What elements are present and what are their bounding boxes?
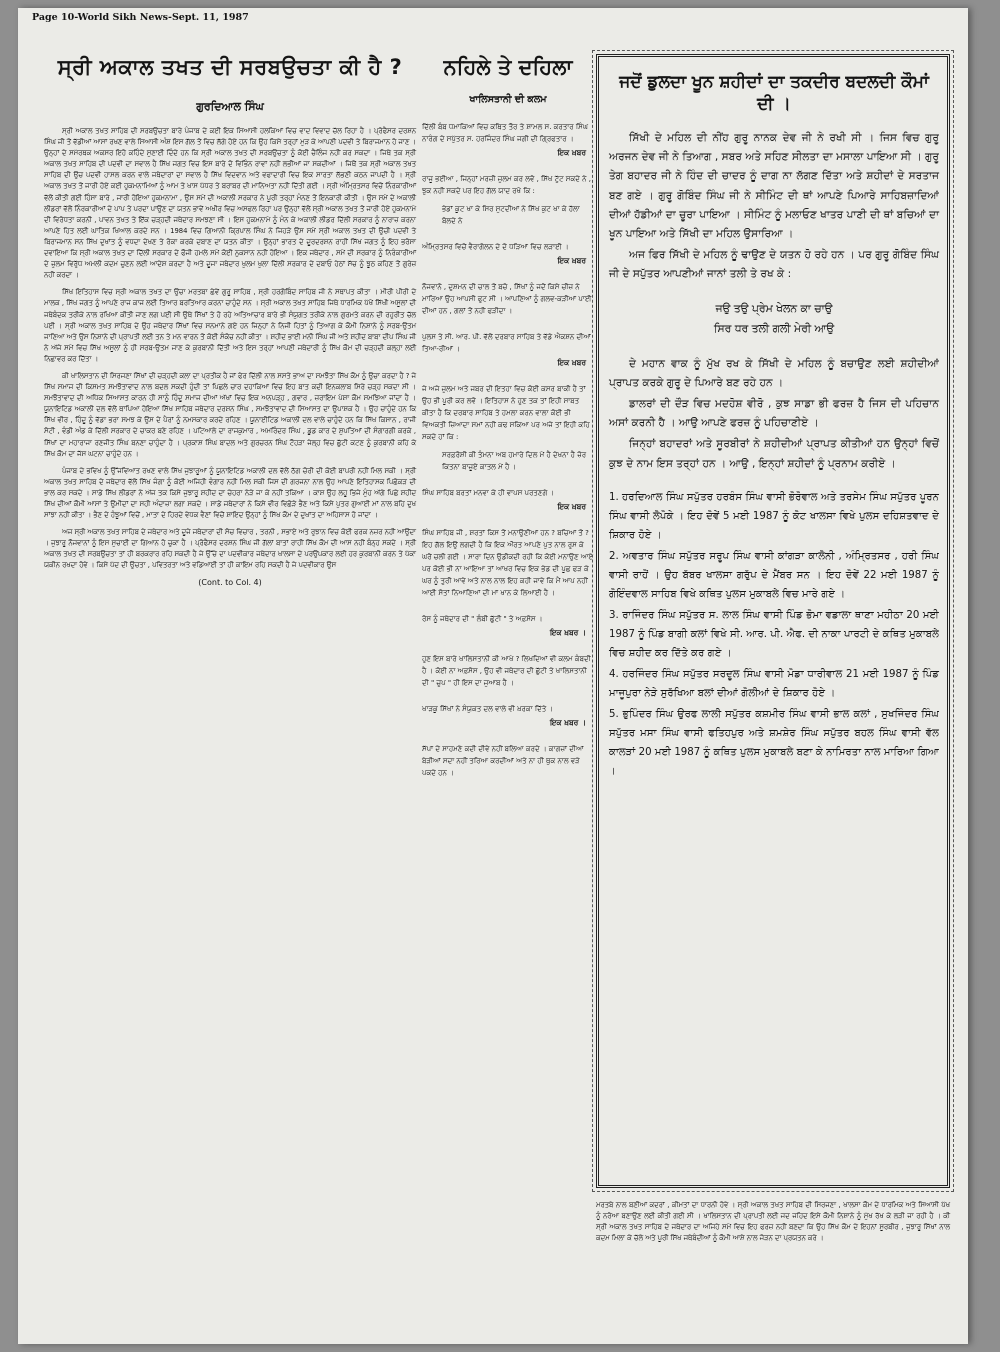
list-item: 3. ਰਾਜਿੰਦਰ ਸਿੰਘ ਸਪੁੱਤਰ ਸ. ਲਾਲ ਸਿੰਘ ਵਾਸੀ ਪਿੰਡ ਭੋਮਾ ਵਡਾਲਾ ਥਾਣਾ ਮਹੀਠਾ 20 ਮਈ 1987 ਨੂੰ ਪਿੰਡ ਬਾਗੀ ਕਲਾਂ ਵਿਖੇ ਸੀ. ਆਰ. ਪੀ. ਐਫ. ਦੀ ਨਾਕਾ ਪਾਰਟੀ ਦੇ ਕਥਿਤ ਮੁਕਾਬਲੇ ਵਿਚ ਸ਼ਹੀਦ ਕਰ ਦਿੱਤੇ ਕਰ ਗਏ । xyxy=(609,609,939,659)
column-item xyxy=(422,703,594,729)
item-text: ਅੰਮ੍ਰਿਤਸਰ ਵਿਚੋਂ ਵੈਰਾਗੋਲਨ ਦੇ ਦੋ ਧੜਿਆਂ ਵਿਚ ਲੜਾਈ । xyxy=(422,243,569,251)
paragraph: ਅਜ ਫਿਰ ਸਿੱਖੀ ਦੇ ਮਹਿਲ ਨੂੰ ਢਾਉਣ ਦੇ ਯਤਨ ਹੋ ਰਹੇ ਹਨ । ਪਰ ਗੁਰੂ ਗੋਬਿੰਦ ਸਿੰਘ ਜੀ ਦੇ ਸਪੁੱਤਰ ਆਪਣੀਆਂ ਜਾਨਾਂ ਤਲੀ ਤੇ ਰਖ ਕੇ : xyxy=(609,249,939,281)
column-item xyxy=(422,383,594,473)
item-source: ਇਕ ਖ਼ਬਰ xyxy=(557,148,586,157)
paragraph: ਅਜ ਸ੍ਰੀ ਅਕਾਲ ਤਖਤ ਸਾਹਿਬ ਦੇ ਜਥੇਦਾਰ ਅਤੇ ਦੂਜੇ ਜਥੇਦਾਰਾਂ ਦੀ ਸੋਚ ਵਿਚਾਰ , ਤਰਨੀ , ਸਭਾਏ ਅਤੇ ਰੁਝਾਨ ਵਿਚ ਕੋਈ ਫਰਕ ਨਜ਼ਰ ਨਹੀਂ ਆਉਂਦਾ । ਜੁਝਾਰੂ ਨੌਜਵਾਨਾਂ ਨੂੰ ਇਸ ਸੁਚਾਈ ਦਾ ਗਿਆਨ ਹੋ ਚੁਕਾ ਹੈ । ਪ੍ਰੋਫੈਸਰ ਦਰਸ਼ਨ ਸਿੰਘ ਜੀ ਗੱਲਾਂ ਬਾਤਾਂ ਰਾਹੀਂ ਸਿੱਖ ਕੌਮ ਦੀ ਆਸ ਨਹੀਂ ਬੰਨ੍ਹ ਸਕਦੇ । ਸ੍ਰੀ ਅਕਾਲ ਤਖਤ ਦੀ ਸਰਬਉਚਤਾ ਤਾਂ ਹੀ ਬਰਕਰਾਰ ਰਹਿ ਸਕਦੀ ਹੈ ਜੇ ਉੱਚੇ ਦਾ ਪਦਵੀਕਾਰ ਜਥੇਦਾਰ ਖਾਲਸਾ ਦੇ ਪਰਉਪਕਾਰ ਲਈ ਹਰ ਕੁਰਬਾਨੀ ਕਰਨ ਤੇ ਪੱਕਾ ਯਕੀਨ ਰਖਦਾ ਹੋਵੇ । ਕਿਸੇ ਪੱਦ ਦੀ ਉਚਤਾ , ਪਵਿਤਰਤਾ ਅਤੇ ਵਡਿਆਈ ਤਾਂ ਹੀ ਕਾਇਮ ਰਹਿ ਸਕਦੀ ਹੈ ਜੇ ਪਦਵੀਕਾਰ ਉਸ xyxy=(44,528,416,570)
article-nehle-te-dehla xyxy=(422,52,594,793)
martyr-list xyxy=(609,488,939,781)
column-item xyxy=(422,743,594,779)
column-item xyxy=(422,527,594,599)
paragraph: ਡਾਲਰਾਂ ਦੀ ਦੌੜ ਵਿਚ ਮਦਹੋਸ਼ ਵੀਰੋ , ਕੁਝ ਸਾਡਾ ਭੀ ਫਰਜ਼ ਹੈ ਜਿਸ ਦੀ ਪਹਿਚਾਨ ਅਸਾਂ ਕਰਨੀ ਹੈ । ਆਉ ਆਪਣੇ ਫਰਜ਼ ਨੂੰ ਪਹਿਚਾਣੀਏ । xyxy=(609,398,939,430)
article-shaheed xyxy=(596,54,950,1244)
paragraph: ਪੰਜਾਬ ਦੇ ਭਵਿਖ ਨੂੰ ਉੱਜਵਿਆਤ ਰਖਣ ਵਾਲੇ ਸਿੱਖ ਜੁਝਾਰੂਆਂ ਨੂੰ ਯੂਨਾਇਟਿਡ ਅਕਾਲੀ ਦਲ ਵੱਲੋਂ ਠੱਗ ਚੋਰੀ ਦੀ ਕੋਈ ਬਾਪਰੀ ਨਹੀਂ ਮਿਲ ਸਕੀ । ਸ੍ਰੀ ਅਕਾਲ ਤਖਤ ਸਾਹਿਬ ਦੇ ਜਥੇਦਾਰ ਵੱਲੋਂ ਸਿੱਖ ਜੰਗਾ ਨੂੰ ਕੋਈ ਅਜਿਹੀ ਵੰਗਾਰ ਨਹੀਂ ਮਿਲ ਸਕੀ ਜਿਸ ਦੀ ਗਰਜਨਾ ਨਾਲ ਉਹ ਆਪਣੇ ਇਤਿਹਾਸਕ ਪਿਛੋਕੜ ਦੀ ਭਾਲ ਕਰ ਸਕਦੇ । ਸਾਡੇ ਸਿੱਖ ਲੀਡਰਾਂ ਨੇ ਅੱਜ ਤਕ ਕਿਸੇ ਜੁਝਾਰੂ ਸ਼ਹੀਦ ਦਾ ਚੇਹਰਾ ਨੇੜੇ ਜਾ ਕੇ ਨਹੀਂ ਤਕਿਆ । ਕਾਸ਼ ਉਹ ਲਹੂ ਭਿਜੇ ਮੁੰਹ ਅੱਗੇ ਪਿਛੇ ਸ਼ਹੀਦ ਸਿੱਖ ਦੀਆਂ ਕੌਮੀ ਆਸਾਂ ਤੇ ਉਮੀਦਾਂ ਦਾ ਸਹੀ ਅੰਦਾਜ਼ਾ ਲਗਾ ਸਕਦੇ । ਸਾਡੇ ਜਥੇਦਾਰਾਂ ਨੇ ਕਿਸੇ ਵੀਰ ਵਿਛੋੜੇ ਭੈਣ ਅਤੇ ਕਿਸੇ ਪੁਤਰ ਗੁਆਈ ਮਾਂ ਨਾਲ ਬਹਿ ਦੁਖ ਸਾਂਝਾ ਨਹੀਂ ਕੀਤਾ । ਭੈਣ ਦੇ ਹੰਝੂਆਂ ਵਿਚੋਂ , ਮਾਤਾ ਦੇ ਹਿਰਦੇ ਵੇਧਕ ਵੈਣਾਂ ਵਿਚੋਂ ਸ਼ਾਇਦ ਉਨ੍ਹਾਂ ਨੂੰ ਸਿੱਖ ਕੌਮ ਦੇ ਦੁਖਾਂਤ ਦਾ ਅਹਿਸਾਸ ਹੋ ਜਾਂਦਾ । xyxy=(44,466,416,520)
item-text: ਸਿੰਘ ਸਾਹਿਬ ਜੀ , ਸ਼ਰਤਾਂ ਕਿਸ ਤੋਂ ਮਨਾਉਣੀਆਂ ਹਨ ? ਬਚਿਆਂ ਤੋਂ ? ਇਹ ਗੱਲ ਇਉਂ ਲਗਦੀ ਹੈ ਕਿ ਇਕ ਔਰਤ ਆਪਣੇ ਪੁਤ ਨਾਲ ਰੁਸ ਕੇ ਘਰੋਂ ਚਲੀ ਗਈ । ਸਾਰਾ ਦਿਨ ਉਡੀਕਦੀ ਰਹੀ ਕਿ ਕੋਈ ਮਨਾਉਣ ਆਏ ਪਰ ਕੋਈ ਭੀ ਨਾ ਆਇਆ ਤਾਂ ਆਖਰ ਵਿਚ ਇਕ ਭੇਡ ਦੀ ਪੂਛ ਫੜ ਕੇ ਘਰ ਨੂੰ ਤੁਰੀ ਆਵੇ ਅਤੇ ਨਾਲ ਨਾਲ ਇਹ ਕਹੀ ਜਾਵੇ ਕਿ ਮੈਂ ਆਪ ਨਹੀਂ ਆਈ ਸੋਤਾਂ ਨਿਆਣਿਆਂ ਦੀ ਮਾਂ ਖਾਨ ਕੇ ਲਿਆਈ ਹੈ । xyxy=(422,529,594,597)
item-source: ਇਕ ਖ਼ਬਰ । xyxy=(549,718,586,727)
paragraph: ਸ੍ਰੀ ਅਕਾਲ ਤਖਤ ਸਾਹਿਬ ਦੀ ਸਰਬਉਚਤਾ ਬਾਰੇ ਪੰਜਾਬ ਦੇ ਕਈ ਇਕ ਸਿਆਸੀ ਹਲਕਿਆਂ ਵਿਚ ਵਾਦ ਵਿਵਾਦ ਚੱਲ ਰਿਹਾ ਹੈ । ਪ੍ਰੋਫੈਸਰ ਦਰਸ਼ਨ ਸਿੰਘ ਜੀ ਤੋਂ ਵੱਡੀਆਂ ਆਸਾਂ ਰਖਣ ਵਾਲੇ ਸਿਆਸੀ ਅੰਸ਼ ਇਸ ਗੱਲ ਤੋਂ ਵਿਚ ਲੱਗੇ ਹੋਏ ਹਨ ਕਿ ਉਹ ਕਿਸੇ ਤਰ੍ਹਾਂ ਮੁੜ ਕੇ ਆਪਣੀ ਪਦਵੀ ਤੇ ਬਿਰਾਜਮਾਨ ਹੋ ਜਾਣ । ਉਨ੍ਹਾਂ ਦੇ ਸਮੱਰਥਕ ਅਕਸਰ ਇਹੋ ਕਹਿੰਦੇ ਸੁਣਾਈ ਦਿੰਦੇ ਹਨ ਕਿ ਸ੍ਰੀ ਅਕਾਲ ਤਖਤ ਦੀ ਸਰਬਉਚਤਾ ਨੂੰ ਕੋਈ ਚੈਲਿੰਜ ਨਹੀਂ ਕਰ ਸਕਦਾ । ਜਿਥੇ ਤਕ ਸ੍ਰੀ ਅਕਾਲ ਤਖਤ ਸਾਹਿਬ ਦੀ ਪਦਵੀ ਦਾ ਸਵਾਲ ਹੈ ਸਿੱਖ ਜਗਤ ਵਿਚ ਇਸ ਬਾਰੇ ਦੋ ਵਿਭਿੰਨ ਰਾਵਾਂ ਨਹੀਂ ਲਭੀਆਂ ਜਾ ਸਕਦੀਆਂ । ਜਿਥੋਂ ਤਕ ਸ੍ਰੀ ਅਕਾਲ ਤਖਤ ਸਾਹਿਬ ਦੀ ਉਚ ਪਦਵੀ ਹਾਸਲ ਕਰਨ ਵਾਲੇ ਜਥੇਦਾਰਾਂ ਦਾ ਸਵਾਲ ਹੈ ਸਿੱਖ ਵਿਦਵਾਨ ਅਤੇ ਵਫਾਦਾਰੀ ਵਿਚ ਇਕ ਸਾਰਤਾ ਲੱਭਣੀ ਕਠਨ ਜਾਪਦੀ ਹੈ । ਸ੍ਰੀ ਅਕਾਲ ਤਖਤ ਤੋਂ ਜਾਰੀ ਹੋਏ ਕਈ ਹੁਕਮਨਾਮਿਆਂ ਨੂੰ ਆਮ ਤੇ ਖਾਸ ਪੱਧਰ ਤੇ ਬਰਾਬਰ ਦੀ ਮਾਨਿਅਤਾ ਨਹੀਂ ਦਿੱਤੀ ਗਈ । ਸ੍ਰੀ ਅੰਮ੍ਰਿਤਸਰ ਵਿਚੋਂ ਨਿੰਰਕਾਰੀਆਂ ਵੱਲੋਂ ਕੀਤੀ ਗਈ ਹਿੰਸਾ ਬਾਰੇ , ਜਾਰੀ ਹੋਇਆ ਹੁਕਮਨਾਮਾ , ਉਸ ਸਮੇਂ ਦੀ ਅਕਾਲੀ ਸਰਕਾਰ ਨੇ ਪੂਰੀ ਤਰ੍ਹਾਂ ਮੰਨਣ ਤੋਂ ਇਨਕਾਰੀ ਕੀਤੀ । ਉਸ ਸਮੇਂ ਦੇ ਅਕਾਲੀ ਲੀਡਰਾਂ ਵੱਲੋਂ ਨਿੰਰਕਾਰੀਆਂ ਦੇ ਪਾਪ ਤੇ ਪਰਦਾ ਪਾਉਣ ਦਾ ਯਤਨ ਭਾਵੇਂ ਅਖੀਰ ਵਿਚ ਅਸਫਲ ਰਿਹਾ ਪਰ ਉਨ੍ਹਾਂ ਵੱਲੋਂ ਸ੍ਰੀ ਅਕਾਲ ਤਖਤ ਤੋਂ ਜਾਰੀ ਹੋਏ ਹੁਕਮਨਾਮੇ ਦੀ ਵਿਰੋਧਤਾ ਕਰਨੀ , ਪਾਵਨ ਤਖਤ ਤੇ ਇੱਕ ਚੜ੍ਹਦੀ ਜਥੇਦਾਰ ਸਮਝਣਾ ਸੀ । ਇਸ ਹੁਕਮਨਾਮੇ ਨੂੰ ਮੰਨ ਕੇ ਅਕਾਲੀ ਲੀਡਰ ਦਿੱਲੀ ਸਰਕਾਰ ਨੂੰ ਨਾਰਾਜ਼ ਕਰਨਾ ਆਪਣੇ ਹਿਤ ਲਈ ਘਾਤਿਕ ਖਿਆਲ ਕਰਦੇ ਸਨ । 1984 ਵਿਚ ਗਿਆਨੀ ਕ੍ਰਿਪਾਲ ਸਿੰਘ ਨੇ ਜਿਹੜੇ ਉਸ ਸਮੇਂ ਸ੍ਰੀ ਅਕਾਲ ਤਖਤ ਦੀ ਉਚੀ ਪਦਵੀ ਤੇ ਬਿਰਾਜਮਾਨ ਸਨ ਸਿੱਖ ਦੁਖਾਂਤ ਨੂੰ ਵਧਦਾ ਦੇਖਣ ਤੇ ਰੋਕਾ ਕਰਕੇ ਦਬਾਣ ਦਾ ਯਤਨ ਕੀਤਾ । ਉਨ੍ਹਾਂ ਭਾਰਤ ਦੇ ਦੂਰਦਰਸ਼ਨ ਰਾਹੀਂ ਸਿੱਖ ਜਗਤ ਨੂੰ ਇਹ ਭਰੋਸਾ ਦਵਾਇਆ ਕਿ ਸ੍ਰੀ ਅਕਾਲ ਤਖਤ ਦਾ ਦਿੱਲੀ ਸਰਕਾਰ ਦੇ ਫੌਜੀ ਹਮਲੇ ਸਮੇਂ ਕੋਈ ਨੁਕਸਾਨ ਨਹੀਂ ਹੋਇਆ । ਇਕ ਜਥੇਦਾਰ , ਸਮੇਂ ਦੀ ਸਰਕਾਰ ਨੂੰ ਨਿਰੰਕਾਰੀਆਂ ਦੇ ਜ਼ੁਲਮ ਵਿਰੁੱਧ ਅਮਲੀ ਕਦਮ ਚੁਣਨ ਲਈ ਆਦੇਸ਼ ਕਰਦਾ ਹੈ ਅਤੇ ਦੂਜਾ ਜਥੇਦਾਰ ਖੁਲਮ ਖੁਲਾ ਦਿੱਲੀ ਸਰਕਾਰ ਦੇ ਦਬਾਓ ਹੇਠਾਂ ਸੱਚ ਨੂੰ ਝੂਠ ਕਹਿਣ ਤੋਂ ਗੁਰੇਜ਼ ਨਹੀਂ ਕਰਦਾ । xyxy=(44,127,416,280)
column-item xyxy=(422,613,594,639)
boxed-title: ਜਦੋਂ ਡੁਲਦਾ ਖੂਨ ਸ਼ਹੀਦਾਂ ਦਾ ਤਕਦੀਰ ਬਦਲਦੀ ਕੌਮਾਂ ਦੀ । xyxy=(619,72,929,114)
list-item: 1. ਹਰਦਿਆਲ ਸਿੰਘ ਸਪੁੱਤਰ ਹਰਬੰਸ ਸਿੰਘ ਵਾਸੀ ਭੋਰੋਵਾਲ ਅਤੇ ਤਰਸੇਮ ਸਿੰਘ ਸਪੁੱਤਰ ਪੂਰਨ ਸਿੰਘ ਵਾਸੀ ਲੋਪੋਕੇ । ਇਹ ਦੋਵੇਂ 5 ਮਈ 1987 ਨੂੰ ਕੋਟ ਖਾਲਸਾ ਵਿਖੇ ਪੁਲਸ ਦਹਿਸ਼ਤਵਾਦ ਦੇ ਸ਼ਿਕਾਰ ਹੋਏ । xyxy=(609,491,939,541)
item-source: ਇਕ ਖ਼ਬਰ । xyxy=(549,628,586,637)
list-item: 2. ਅਵਤਾਰ ਸਿੰਘ ਸਪੁੱਤਰ ਸਰੂਪ ਸਿੰਘ ਵਾਸੀ ਕਾਂਗੜਾ ਕਾਲੋਨੀ , ਅੰਮ੍ਰਿਤਸਰ , ਹਰੀ ਸਿੰਘ ਵਾਸੀ ਰਾਹੋਂ । ਉਹ ਬੱਬਰ ਖਾਲਸਾ ਗਰੁੱਪ ਦੇ ਮੈਂਬਰ ਸਨ । ਇਹ ਦੋਵੇਂ 22 ਮਈ 1987 ਨੂੰ ਗੋਇੰਦਵਾਲ ਸਾਹਿਬ ਵਿਖੇ ਕਥਿਤ ਪੁਲਸ ਮੁਕਾਬਲੇ ਵਿਚ ਮਾਰੇ ਗਏ । xyxy=(609,550,939,600)
newspaper-page xyxy=(18,8,968,1344)
boxed-body xyxy=(609,129,939,781)
item-text: ਜੇ ਅਜੇ ਜ਼ੁਲਮ ਅਤੇ ਜਬਰ ਦੀ ਇਤਹਾ ਵਿਚ ਕੋਈ ਕਸਰ ਬਾਕੀ ਹੈ ਤਾਂ ਉਹ ਭੀ ਪੂਰੀ ਕਰ ਲਵੋ । ਇਤਿਹਾਸ ਨੇ ਹੁਣ ਤਕ ਤਾਂ ਇਹੀ ਸਾਬਤ ਕੀਤਾ ਹੈ ਕਿ ਦਰਬਾਰ ਸਾਹਿਬ ਤੇ ਹਮਲਾ ਕਰਨ ਵਾਲਾ ਕੋਈ ਭੀ ਵਿਅਕਤੀ ਜ਼ਿਆਦਾ ਸਮਾਂ ਨਹੀਂ ਕਢ ਸਕਿਆ ਪਰ ਅਜੇ ਤਾਂ ਇਹੀ ਕਹਿ ਸਕਦੇ ਹਾਂ ਕਿ : xyxy=(422,385,590,441)
paragraph: ਸਿੱਖੀ ਦੇ ਮਹਿਲ ਦੀ ਨੀਂਹ ਗੁਰੂ ਨਾਨਕ ਦੇਵ ਜੀ ਨੇ ਰਖੀ ਸੀ । ਜਿਸ ਵਿਚ ਗੁਰੂ ਅਰਜਨ ਦੇਵ ਜੀ ਨੇ ਤਿਆਗ , ਸਬਰ ਅਤੇ ਸਹਿਣ ਸੀਲਤਾ ਦਾ ਮਸਾਲਾ ਪਾਇਆ ਸੀ । ਗੁਰੂ ਤੇਗ ਬਹਾਦਰ ਜੀ ਨੇ ਹਿੰਦ ਦੀ ਚਾਦਰ ਨੂੰ ਦਾਗ ਨਾ ਲੱਗਣ ਦਿੱਤਾ ਅਤੇ ਸ਼ਹੀਦਾਂ ਦੇ ਸਰਤਾਜ ਬਣ ਗਏ । ਗੁਰੂ ਗੋਬਿੰਦ ਸਿੰਘ ਜੀ ਨੇ ਸੀਮਿੰਟ ਦੀ ਥਾਂ ਆਪਣੇ ਪਿਆਰੇ ਸਾਹਿਬਜ਼ਾਦਿਆਂ ਦੀਆਂ ਹੱਡੀਆਂ ਦਾ ਚੂਰਾ ਪਾਇਆ । ਸੀਮਿੰਟ ਨੂੰ ਮਲਾਓਣ ਖਾਤਰ ਪਾਣੀ ਦੀ ਥਾਂ ਬਚਿਆਂ ਦਾ ਖੂਨ ਪਾਇਆ ਅਤੇ ਸਿੱਖੀ ਦਾ ਮਹਿਲ ਉਸਾਰਿਆ । xyxy=(609,132,939,241)
gurbani-couplet xyxy=(609,299,939,339)
item-source: ਇਕ ਖ਼ਬਰ xyxy=(557,502,586,511)
column-item xyxy=(422,241,594,267)
running-head: Page 10-World Sikh News-Sept. 11, 1987 xyxy=(32,12,249,23)
article-body xyxy=(44,126,416,572)
item-text: ਹੁਣ ਇਸ ਬਾਰੇ ਖਾਲਿਸਤਾਨੀ ਕੀ ਆਖੇ ? ਲਿਖਦਿਆਂ ਵੀ ਕਲਮ ਕੰਬਦੀ ਹੈ । ਕੋਈ ਨਾ ਅਫ਼ਸੋਸ , ਉਹ ਵੀ ਜਥੇਦਾਰ ਦੀ ਛੁੱਟੀ ਤੇ ਖਾਲਿਸਤਾਨੀ ਦੀ " ਚੁਪ " ਹੀ ਇਸ ਦਾ ਜੁਆਬ ਹੈ । xyxy=(422,655,591,687)
item-text: ਖਾੜਕੂ ਸਿੱਖਾਂ ਨੇ ਸੰਯੁਕਤ ਦਲ ਵਾਲੇ ਵੀ ਖ਼ਰਕਾ ਦਿੱਤੇ । xyxy=(422,705,554,713)
item-text: ਰਾਜੂ ਭਈਆ , ਜਿਨ੍ਹਾਂ ਮਰਜ਼ੀ ਜ਼ੁਲਮ ਕਰ ਲਵੋ , ਸਿੱਖ ਟੁੱਟ ਸਕਦੇ ਨੇ , ਝੁਕ ਨਹੀਂ ਸਕਦੇ ਪਰ ਇਹ ਗੱਲ ਯਾਦ ਰਖੋ ਕਿ : xyxy=(422,175,591,195)
item-quote: ਭੇਡਾਂ ਕੂਟ ਖਾ ਕੇ ਸਿਰ ਸੁਟਦੀਆਂ ਨੇ ਸਿੱਖ ਕੁਟ ਖਾ ਕੇ ਹੱਲਾ ਬੋਲਦੇ ਨੇ xyxy=(442,205,580,225)
article-byline: ਗੁਰਦਿਆਲ ਸਿੰਘ xyxy=(196,100,264,113)
item-text: ਸੱਪਾਂ ਦੇ ਸਾਹਮਣੇ ਕਦੀ ਦੀਵੇ ਨਹੀਂ ਬਲਿਆ ਕਰਦੇ । ਕਾਗਜ਼ਾਂ ਦੀਆਂ ਬੇੜੀਆਂ ਸਦਾ ਨਹੀਂ ਤਰਿਆ ਕਰਦੀਆਂ ਅਤੇ ਨਾ ਹੀ ਥੁਕ ਨਾਲ ਵੜੇ ਪਕਦੇ ਹਨ । xyxy=(422,745,584,777)
item-text: ਨੌਜਵਾਨੋ , ਦੁਸ਼ਮਨ ਦੀ ਚਾਲ ਤੋਂ ਬਚੋ , ਸਿੱਖਾਂ ਨੂੰ ਜਦੋਂ ਕਿਸੇ ਚੀਜ਼ ਨੇ ਮਾਰਿਆ ਉਹ ਆਪਸੀ ਫੁਟ ਸੀ । ਆਪਣਿਆਂ ਨੂੰ ਗਲਵ-ਕੜੀਆਂ ਪਾਈ ਦੀਆਂ ਹਨ , ਗਲਾਂ ਤੋਂ ਨਹੀਂ ਫੜੀਦਾ । xyxy=(422,283,592,315)
paragraph: ਕੀ ਖਾਲਿਸਤਾਨ ਦੀ ਸਿਰਜਣਾ ਸਿੱਖਾਂ ਦੀ ਚੜ੍ਹਦੀ ਕਲਾ ਦਾ ਪ੍ਰਤੀਕ ਹੈ ਜਾਂ ਫੇਰ ਦਿੱਲੀ ਨਾਲ ਸਸਤੇ ਭਾਅ ਦਾ ਸਮਝੌਤਾ ਸਿੱਖ ਕੌਮ ਨੂੰ ਉਚਾ ਕਰਦਾ ਹੈ ? ਜੇ ਸਿੱਖ ਸਮਾਜ ਦੀ ਕਿਸਮਤ ਸਮਝੌਤਾਵਾਦ ਨਾਲ ਬਦਲ ਸਕਦੀ ਹੁੰਦੀ ਤਾਂ ਪਿਛਲੇ ਚਾਰ ਦਹਾਕਿਆਂ ਵਿਚ ਇਹ ਬਾਤ ਕਦੀ ਇਨਕਲਾਬ ਸਿਰੇ ਚੜ੍ਹ ਸਕਦਾ ਸੀ । ਸਮਝੌਤਾਵਾਦ ਦੀ ਅਧਿਕ ਸਿਆਸਤ ਕਾਰਨ ਹੀ ਸਾਨੂੰ ਹਿੰਦੂ ਸਮਾਜ ਦੀਆਂ ਅੱਖਾਂ ਵਿਚ ਇਕ ਅਨਪੜ੍ਹ , ਗਵਾਰ , ਜ਼ਰਾਇਮ ਪੇਸ਼ਾ ਕੌਮ ਸਮਝਿਆ ਜਾਂਦਾ ਹੈ । ਯੂਨਾਇਟਿਡ ਅਕਾਲੀ ਦਲ ਵੱਲੋਂ ਥਾਪਿਆ ਹੋਇਆ ਸਿੱਖ ਸਾਹਿਬ ਜਥੇਦਾਰ ਦਰਸ਼ਨ ਸਿੰਘ , ਸਮਝੌਤਾਵਾਦ ਦੀ ਸਿਆਸਤ ਦਾ ਉਪਾਸ਼ਕ ਹੈ । ਉਹ ਚਾਹੁੰਦੇ ਹਨ ਕਿ ਸਿੱਖ ਵੀਰ , ਹਿੰਦੂ ਨੂੰ ਵੱਡਾ ਭਰਾ ਸਮਝ ਕੇ ਉਸ ਦੇ ਪੈਰਾਂ ਨੂੰ ਨਮਸਕਾਰ ਕਰਦੇ ਰਹਿਣ । ਯੂਨਾਈਟਿਡ ਅਕਾਲੀ ਦਲ ਵਾਲੇ ਚਾਹੁੰਦੇ ਹਨ ਕਿ ਸਿੱਖ ਕਿਸਾਨ , ਰਾਜੀ ਸੋਟੀ , ਵੰਡੀ ਅੰਡ ਕੇ ਦਿੱਲੀ ਸਰਕਾਰ ਦੇ ਚਾਕਰ ਬਣੇ ਰਹਿਣ । ਪਟਿਆਲੇ ਦਾ ਰਾਜਕੁਮਾਰ , ਅਮਰਿੰਦਰ ਸਿੰਘ , ਡੂਡ ਕਾਰ ਦੇ ਸ਼ੁਪਤਿਆਂ ਦੀ ਸੰਗਾਰਗੀ ਕਰਕੇ , ਸਿੱਖਾਂ ਦਾ ਮਹਾਰਾਜਾ ਰਣਜੀਤ ਸਿੰਘ ਬਨਣਾ ਚਾਹੁੰਦਾ ਹੈ । ਪ੍ਰਕਾਸ਼ ਸਿੰਘ ਬਾਦਲ ਅਤੇ ਗੁਰਚਰਨ ਸਿੰਘ ਟੌਹੜਾ ਜੇਲ੍ਹ ਵਿਚ ਛੁੱਟੀ ਕਟਣ ਨੂੰ ਕੁਰਬਾਨੀ ਕਹਿ ਕੇ ਸਿੱਖ ਕੌਮ ਦਾ ਜੱਸ ਘਟਨਾ ਚਾਹੁੰਦੇ ਹਨ । xyxy=(44,371,416,458)
paragraph: ਜਿਨ੍ਹਾਂ ਬਹਾਦਰਾਂ ਅਤੇ ਸੂਰਬੀਰਾਂ ਨੇ ਸ਼ਹੀਦੀਆਂ ਪ੍ਰਾਪਤ ਕੀਤੀਆਂ ਹਨ ਉਨ੍ਹਾਂ ਵਿਚੋਂ ਕੁਝ ਦੇ ਨਾਮ ਇਸ ਤਰ੍ਹਾਂ ਹਨ । ਆਉ , ਇਨ੍ਹਾਂ ਸ਼ਹੀਦਾਂ ਨੂੰ ਪ੍ਰਨਾਮ ਕਰੀਏ । xyxy=(609,438,939,470)
item-text: ਪੁਲਸ ਤੇ ਸੀ. ਆਰ. ਪੀ. ਵੱਲੋਂ ਦਰਬਾਰ ਸਾਹਿਬ ਤੇ ਵੱਡੇ ਐਕਸ਼ਨ ਦੀਆਂ ਤਿਆ-ਰੀਆਂ । xyxy=(422,333,591,353)
item-text: ਰੋਸ ਨੂੰ ਜਥੇਦਾਰ ਦੀ " ਲੰਬੀ ਛੁੱਟੀ " ਤੇ ਅਫ਼ਸੋਸ । xyxy=(422,615,543,623)
column-item xyxy=(422,281,594,317)
paragraph: ਸਿੱਖ ਇਤਿਹਾਸ ਵਿਚ ਸ੍ਰੀ ਅਕਾਲ ਤਖਤ ਦਾ ਉਚਾ ਮਰਤਬਾ ਛੇਵੇਂ ਗੁਰੂ ਸਾਹਿਬ , ਸ੍ਰੀ ਹਰਗੋਬਿੰਦ ਸਾਹਿਬ ਜੀ ਨੇ ਸਥਾਪਤ ਕੀਤਾ । ਮੀਰੀ ਪੀਰੀ ਦੇ ਮਾਲਕ , ਸਿੱਖ ਜਗਤ ਨੂੰ ਆਪਣੇ ਰਾਜ ਕਾਜ ਲਈ ਤਿਆਰ ਬਰਤਿਆਰ ਕਰਨਾ ਚਾਹੁੰਦੇ ਸਨ । ਸ੍ਰੀ ਅਕਾਲ ਤਖਤ ਸਾਹਿਬ ਜਿਥੇ ਧਾਰਮਿਕ ਪੱਖੋਂ ਸਿੱਖੀ ਅਸੂਲਾਂ ਦੀ ਜਥੇਬੰਦਕ ਤਰੀਕੇ ਨਾਲ ਰਖਿਆ ਕੀਤੀ ਜਾਣ ਲਗ ਪਈ ਸੀ ਉਥੇ ਸਿੱਖਾਂ ਤੇ ਹੋ ਰਹੇ ਅਤਿਆਚਾਰ ਬਾਰੇ ਭੀ ਸੰਯੁਗਤ ਤਰੀਕੇ ਨਾਲ ਗੁਰਮਤੇ ਕਰਨ ਦੀ ਰਹੁਰੀਤ ਚੱਲ ਪਈ । ਸ੍ਰੀ ਅਕਾਲ ਤਖਤ ਸਾਹਿਬ ਦੇ ਉਹ ਜਥੇਦਾਰ ਸਿੱਖਾਂ ਵਿਚ ਸਨਮਾਨੇ ਗਏ ਹਨ ਜਿਨ੍ਹਾਂ ਨੇ ਨਿਜੀ ਹਿਤਾਂ ਨੂੰ ਤਿਆਗ ਕੇ ਕੌਮੀ ਨਿਸ਼ਾਨੇ ਨੂੰ ਸਰਬ-ਉਤਮ ਜਾਣਿਆ ਅਤੇ ਉਸ ਨਿਸ਼ਾਨੇ ਦੀ ਪ੍ਰਾਪਤੀ ਲਈ ਤਨ ਤੇ ਮਨ ਵਾਰਨ ਤੋਂ ਕੋਈ ਸੰਕੋਚ ਨਹੀਂ ਕੀਤਾ । ਸ਼ਹੀਦ ਭਾਈ ਮਨੀ ਸਿੰਘ ਜੀ ਅਤੇ ਸ਼ਹੀਦ ਬਾਬਾ ਦੀਪ ਸਿੰਘ ਜੀ ਨੇ ਅੱਜੇ ਸਮੇਂ ਵਿਚ ਸਿੱਖ ਅਸੂਲਾਂ ਨੂੰ ਹੀ ਸਰਬ-ਉਤਮ ਜਾਣ ਕੇ ਕੁਰਬਾਨੀ ਦਿੱਤੀ ਅਤੇ ਇਸ ਤਰ੍ਹਾਂ ਆਪਣੀ ਜਥੇਦਾਰੀ ਨੂੰ ਸਿੱਖ ਕੌਮ ਦੀ ਚੜ੍ਹਦੀ ਕਲ੍ਹਾ ਲਈ ਨਿਛਾਵਰ ਕਰ ਦਿੱਤਾ । xyxy=(44,288,416,363)
column-items xyxy=(422,121,594,779)
column-item xyxy=(422,173,594,227)
article-title: ਸ੍ਰੀ ਅਕਾਲ ਤਖਤ ਦੀ ਸਰਬਉਚਤਾ ਕੀ ਹੈ ? xyxy=(57,55,403,79)
list-item: 4. ਹਰਜਿੰਦਰ ਸਿੰਘ ਸਪੁੱਤਰ ਸਰਦੂਲ ਸਿੰਘ ਵਾਸੀ ਮੋਡਾ ਧਾਰੀਵਾਲ 21 ਮਈ 1987 ਨੂੰ ਪਿੰਡ ਮਾਜੂਪੁਰਾ ਨੇੜੇ ਸੁਰੱਖਿਆ ਬਲਾਂ ਦੀਆਂ ਗੋਲੀਆਂ ਦੇ ਸ਼ਿਕਾਰ ਹੋਏ । xyxy=(609,668,939,699)
column-title: ਨਹਿਲੇ ਤੇ ਦਹਿਲਾ xyxy=(443,55,573,79)
article-continuation: ਮਰਤਬੇ ਨਾਲ ਬਣੀਆਂ ਕਦਰਾਂ , ਕੀਮਤਾਂ ਦਾ ਧਾਰਨੀ ਹੋਵੇ । ਸ੍ਰੀ ਅਕਾਲ ਤਖਤ ਸਾਹਿਬ ਦੀ ਸਿਰਜਣਾ , ਖਾਲਸਾ ਕੌਮ ਦੇ ਧਾਰਮਿਕ ਅਤੇ ਸਿਆਸੀ ਪੱਖ ਨੂੰ ਨਰੋਆ ਬਣਾਉਣ ਲਈ ਕੀਤੀ ਗਈ ਸੀ । ਖਾਲਿਸਤਾਨ ਦੀ ਪ੍ਰਾਪਤੀ ਲਈ ਜਦ ਜਹਿਦ ਇਸੇ ਕੌਮੀ ਨਿਸ਼ਾਨੇ ਨੂੰ ਮੁੱਖ ਰੱਖ ਕੇ ਲੜੀ ਜਾ ਰਹੀ ਹੈ । ਕੀ ਸ੍ਰੀ ਅਕਾਲ ਤਖਤ ਸਾਹਿਬ ਦੇ ਜਥੇਦਾਰ ਦਾ ਅਜਿਹੇ ਸਮੇਂ ਵਿਚ ਇਹ ਫਰਜ਼ ਨਹੀਂ ਬਣਦਾ ਕਿ ਉਹ ਸਿੱਖ ਕੌਮ ਦੇ ਇਹਨਾਂ ਸੂਰਬੀਰ , ਜੁਝਾਰੂ ਸਿੱਖਾਂ ਨਾਲ ਕਦਮ ਮਿਲਾ ਕੇ ਚੱਲੇ ਅਤੇ ਪੂਰੀ ਸਿੱਖ ਜਥੇਬੰਦੀਆਂ ਨੂੰ ਕੌਮੀ ਆਸ਼ੇ ਨਾਲ ਜੋੜਨ ਦਾ ਪ੍ਰਯਤਨ ਕਰੇ । xyxy=(596,1201,950,1242)
item-quote: ਸਰਫ਼ਰੋਸ਼ੀ ਕੀ ਤੰਮਨਾ ਅਬ ਹਮਾਰੇ ਦਿਲ ਮੇਂ ਹੈ ਦੇਖਨਾ ਹੈ ਜ਼ੋਰ ਕਿਤਨਾ ਬਾਜ਼ੂਏ ਕਾਤਲ ਮੇਂ ਹੈ । xyxy=(442,451,587,471)
column-item xyxy=(422,487,594,513)
item-source: ਇਕ ਖ਼ਬਰ xyxy=(557,358,586,367)
continuation-note: (Cont. to Col. 4) xyxy=(198,577,262,587)
column-item xyxy=(422,121,594,159)
item-text: ਸਿੰਘ ਸਾਹਿਬ ਬਰਤਾਂ ਮਨਵਾ ਕੇ ਹੀ ਵਾਪਸ ਪਰਤਣਗੇ । xyxy=(422,489,555,497)
couplet-line: ਜਉ ਤਉ ਪ੍ਰੇਮ ਖੇਲਨ ਕਾ ਚਾਉ xyxy=(715,301,833,315)
column-item xyxy=(422,653,594,689)
article-akal-takht xyxy=(44,52,416,587)
list-item: 5. ਭੁਪਿੰਦਰ ਸਿੰਘ ਉਰਫ ਲਾਲੀ ਸਪੁੱਤਰ ਕਸ਼ਮੀਰ ਸਿੰਘ ਵਾਸੀ ਭਾਲ ਕਲਾਂ , ਸੁਖਜਿੰਦਰ ਸਿੰਘ ਸਪੁੱਤਰ ਮਸਾ ਸਿੰਘ ਵਾਸੀ ਫਤਿਹਪੁਰ ਅਤੇ ਸ਼ਮਸ਼ੇਰ ਸਿੰਘ ਸਪੁੱਤਰ ਬਹਲ ਸਿੰਘ ਵਾਸੀ ਵੱਲ ਕਾਲੜਾਂ 20 ਮਈ 1987 ਨੂੰ ਕਥਿਤ ਪੁਲਸ ਮੁਕਾਬਲੇ ਬਣਾ ਕੇ ਨਾਮਿਰਤਾ ਨਾਲ ਮਾਰਿਆ ਗਿਆ । xyxy=(609,708,939,777)
boxed-article xyxy=(596,54,950,1188)
column-item xyxy=(422,331,594,369)
couplet-line: ਸਿਰ ਧਰ ਤਲੀ ਗਲੀ ਮੇਰੀ ਆਉ xyxy=(713,321,835,335)
item-text: ਦਿੱਲੀ ਬੰਬ ਧਮਾਕਿਆਂ ਵਿਚ ਕਥਿਤ ਤੌਰ ਤੇ ਸ਼ਾਮਲ ਸ. ਕਰਤਾਰ ਸਿੰਘ ਨਾਰੰਗ ਦੇ ਸਪੁੱਤਰ ਸ. ਹਰਜਿੰਦਰ ਸਿੰਘ ਜਗੀ ਦੀ ਗ੍ਰਿਫਤਾਰ । xyxy=(422,123,588,143)
column-subtitle: ਖਾਲਿਸਤਾਨੀ ਦੀ ਕਲਮ xyxy=(469,94,547,105)
paragraph: ਦੇ ਮਹਾਨ ਵਾਕ ਨੂੰ ਮੁੱਖ ਰਖ ਕੇ ਸਿੱਖੀ ਦੇ ਮਹਿਲ ਨੂੰ ਬਚਾਉਣ ਲਈ ਸ਼ਹੀਦੀਆਂ ਪ੍ਰਾਪਤ ਕਰਕੇ ਗੁਰੂ ਦੇ ਪਿਆਰੇ ਬਣ ਰਹੇ ਹਨ । xyxy=(609,357,939,389)
item-source: ਇਕ ਖ਼ਬਰ xyxy=(557,256,586,265)
